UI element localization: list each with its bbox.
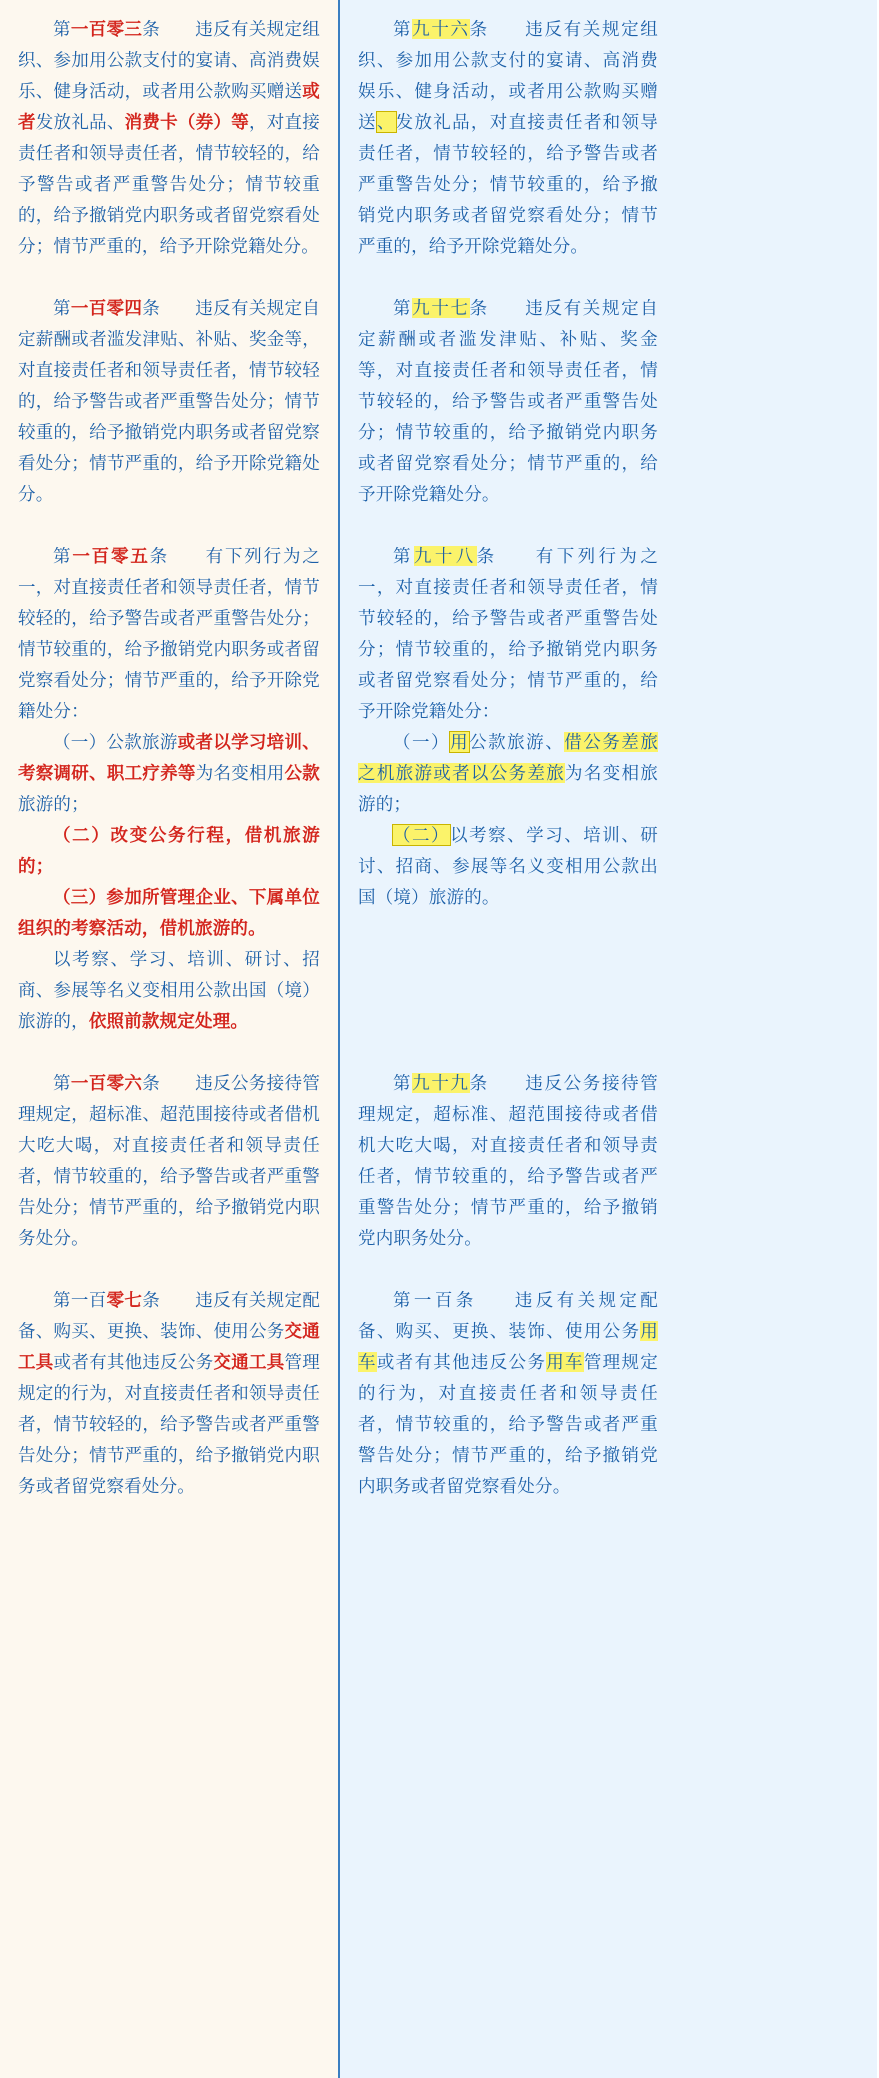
article-body-run-0: 有下列行为之一，对直接责任者和领导责任者，情节较轻的，给予警告或者严重警告处分；情节较重的，给予撤销党内职务或者留党察看处分；情节严重的，给予开除党籍处分： xyxy=(18,546,321,721)
article-item-0-run-0: （一） xyxy=(393,732,451,752)
article-item xyxy=(18,727,320,820)
article-prefix: 第 xyxy=(393,546,414,566)
article-paragraph xyxy=(358,541,658,727)
article-number: 九十八 xyxy=(413,546,477,566)
article-paragraph xyxy=(358,14,658,262)
article-item-0-run-2: 公款旅游、 xyxy=(469,732,565,752)
article-body-run-0: 违反有关规定自定薪酬或者滥发津贴、补贴、奖金等，对直接责任者和领导责任者，情节较轻的，给予警告或者严重警告处分；情节较重的，给予撤销党内职务或者留党察看处分；情节严重的，给予开除党籍处分。 xyxy=(358,298,658,504)
article-block xyxy=(18,1068,320,1254)
article-body-run-3: 用车 xyxy=(546,1352,584,1372)
article-paragraph xyxy=(18,1068,320,1254)
article-prefix: 第一百 xyxy=(393,1290,456,1310)
article-item xyxy=(358,820,658,913)
article-body-run-2: 或者有其他违反公务 xyxy=(53,1352,214,1372)
article-block xyxy=(18,293,320,510)
article-body-run-0: 违反公务接待管理规定，超标准、超范围接待或者借机大吃大喝，对直接责任者和领导责任者，情节较重的，给予警告或者严重警告处分；情节严重的，给予撤销党内职务处分。 xyxy=(18,1073,321,1248)
article-body-run-0: 违反有关规定自定薪酬或者滥发津贴、补贴、奖金等，对直接责任者和领导责任者，情节较轻的，给予警告或者严重警告处分；情节较重的，给予撤销党内职务或者留党察看处分；情节严重的，给予开除党籍处分。 xyxy=(18,298,321,504)
right-column xyxy=(338,0,877,2078)
article-suffix: 条 xyxy=(149,546,170,566)
article-number: 九十九 xyxy=(412,1073,470,1093)
article-prefix: 第 xyxy=(393,19,413,39)
article-body-run-2: 发放礼品、 xyxy=(35,112,125,132)
article-item-1-run-0: （二） xyxy=(393,825,451,845)
paragraph-spacer xyxy=(18,1254,320,1285)
article-body-run-0: 违反有关规定配备、购买、更换、装饰、使用公务 xyxy=(18,1290,321,1341)
article-paragraph xyxy=(18,541,320,727)
article-body-run-3: 交通工具 xyxy=(213,1352,285,1372)
article-number: 九十七 xyxy=(412,298,470,318)
paragraph-spacer xyxy=(18,1037,320,1068)
article-item-0-run-4: 旅游的； xyxy=(18,794,89,814)
article-body-run-1: 交通工具 xyxy=(18,1321,320,1372)
article-prefix: 第 xyxy=(53,298,71,318)
article-block xyxy=(358,541,859,913)
article-paragraph xyxy=(18,14,320,262)
article-block xyxy=(18,1285,320,1502)
article-item-0-run-3: 公款 xyxy=(284,763,320,783)
left-column xyxy=(0,0,340,2078)
article-body-run-1: 、 xyxy=(376,112,396,132)
article-body-run-0: 违反公务接待管理规定，超标准、超范围接待或者借机大吃大喝，对直接责任者和领导责任者，情节较重的，给予警告或者严重警告处分；情节严重的，给予撤销党内职务处分。 xyxy=(358,1073,658,1248)
article-body-run-1: 或者 xyxy=(18,81,320,132)
paragraph-spacer xyxy=(358,913,859,944)
article-block xyxy=(358,14,859,262)
article-body-run-1: 用车 xyxy=(358,1321,658,1372)
article-tail-run-1: 依照前款规定处理。 xyxy=(88,1011,249,1031)
article-suffix: 条 xyxy=(142,298,161,318)
article-suffix: 条 xyxy=(142,1290,161,1310)
article-item-0-run-2: 为名变相用 xyxy=(195,763,285,783)
article-item-0-run-0: （一）公款旅游 xyxy=(53,732,178,752)
article-paragraph xyxy=(358,1068,658,1254)
article-prefix: 第 xyxy=(393,298,413,318)
article-block xyxy=(358,1285,859,1502)
article-paragraph xyxy=(18,293,320,510)
article-number: 一百零三 xyxy=(70,19,143,39)
article-item xyxy=(18,882,320,944)
article-body-run-0: 违反有关规定组织、参加用公款支付的宴请、高消费娱乐、健身活动，或者用公款购买赠送 xyxy=(18,19,321,101)
article-item-0-run-4: 为名变相旅游的； xyxy=(358,763,659,814)
paragraph-spacer xyxy=(358,510,859,541)
article-suffix: 条 xyxy=(142,19,161,39)
article-body-run-4: ，对直接责任者和领导责任者，情节较轻的，给予警告或者严重警告处分；情节较重的，给予撤销党内职务或者留党察看处分；情节严重的，给予开除党籍处分。 xyxy=(18,112,321,256)
article-body-run-0: 有下列行为之一，对直接责任者和领导责任者，情节较轻的，给予警告或者严重警告处分；情节较重的，给予撤销党内职务或者留党察看处分；情节严重的，给予开除党籍处分： xyxy=(358,546,659,721)
paragraph-spacer xyxy=(18,262,320,293)
article-prefix: 第 xyxy=(53,19,71,39)
article-item xyxy=(18,820,320,882)
article-item-2-run-0: （三）参加所管理企业、下属单位组织的考察活动，借机旅游的。 xyxy=(18,887,320,938)
article-body-run-4: 管理规定的行为，对直接责任者和领导责任者，情节较重的，给予警告或者严重警告处分；情节严重的，给予撤销党内职务或者留党察看处分。 xyxy=(358,1352,658,1496)
article-prefix: 第一百 xyxy=(53,1290,107,1310)
article-item-1-run-0: （二）改变公务行程，借机旅游的； xyxy=(18,825,320,876)
article-item-1-run-1: 以考察、学习、培训、研讨、招商、参展等名义变相用公款出国（境）旅游的。 xyxy=(358,825,658,907)
article-suffix: 条 xyxy=(142,1073,161,1093)
article-suffix: 条 xyxy=(476,546,498,566)
article-tail-run-0: 以考察、学习、培训、研讨、招商、参展等名义变相用公款出国（境）旅游的， xyxy=(18,949,320,1031)
article-paragraph xyxy=(18,1285,320,1502)
article-suffix: 条 xyxy=(469,298,489,318)
article-tail xyxy=(18,944,320,1037)
article-item-0-run-3: 借公务差旅之机旅游或者以公务差旅 xyxy=(358,732,659,783)
article-suffix: 条 xyxy=(455,1290,477,1310)
article-body-run-4: 管理规定的行为，对直接责任者和领导责任者，情节较轻的，给予警告或者严重警告处分；情节严重的，给予撤销党内职务或者留党察看处分。 xyxy=(18,1352,320,1496)
article-block xyxy=(358,1068,859,1254)
article-block xyxy=(358,293,859,510)
article-body-run-0: 违反有关规定组织、参加用公款支付的宴请、高消费娱乐、健身活动，或者用公款购买赠送 xyxy=(358,19,658,132)
article-suffix: 条 xyxy=(469,19,489,39)
article-paragraph xyxy=(358,1285,658,1502)
article-number: 一百零六 xyxy=(70,1073,143,1093)
article-suffix: 条 xyxy=(469,1073,489,1093)
article-number: 零七 xyxy=(106,1290,143,1310)
article-prefix: 第 xyxy=(393,1073,413,1093)
article-block xyxy=(18,14,320,262)
article-body-run-3: 消费卡（券）等 xyxy=(124,112,249,132)
article-body-run-0: 违反有关规定配备、购买、更换、装饰、使用公务 xyxy=(358,1290,659,1341)
paragraph-spacer xyxy=(358,262,859,293)
article-block xyxy=(18,541,320,1037)
article-paragraph xyxy=(358,293,658,510)
paragraph-spacer xyxy=(18,510,320,541)
paragraph-spacer xyxy=(358,1254,859,1285)
article-item xyxy=(358,727,658,820)
article-number: 一百零五 xyxy=(72,546,150,566)
article-prefix: 第 xyxy=(53,546,73,566)
article-prefix: 第 xyxy=(53,1073,71,1093)
article-body-run-2: 发放礼品，对直接责任者和领导责任者，情节较轻的，给予警告或者严重警告处分；情节较重的，给予撤销党内职务或者留党察看处分；情节严重的，给予开除党籍处分。 xyxy=(358,112,658,256)
article-number: 九十六 xyxy=(412,19,470,39)
article-item-0-run-1: 用 xyxy=(450,732,470,752)
article-body-run-2: 或者有其他违反公务 xyxy=(376,1352,547,1372)
article-item-0-run-1: 或者以学习培训、考察调研、职工疗养等 xyxy=(18,732,320,783)
article-number: 一百零四 xyxy=(70,298,143,318)
